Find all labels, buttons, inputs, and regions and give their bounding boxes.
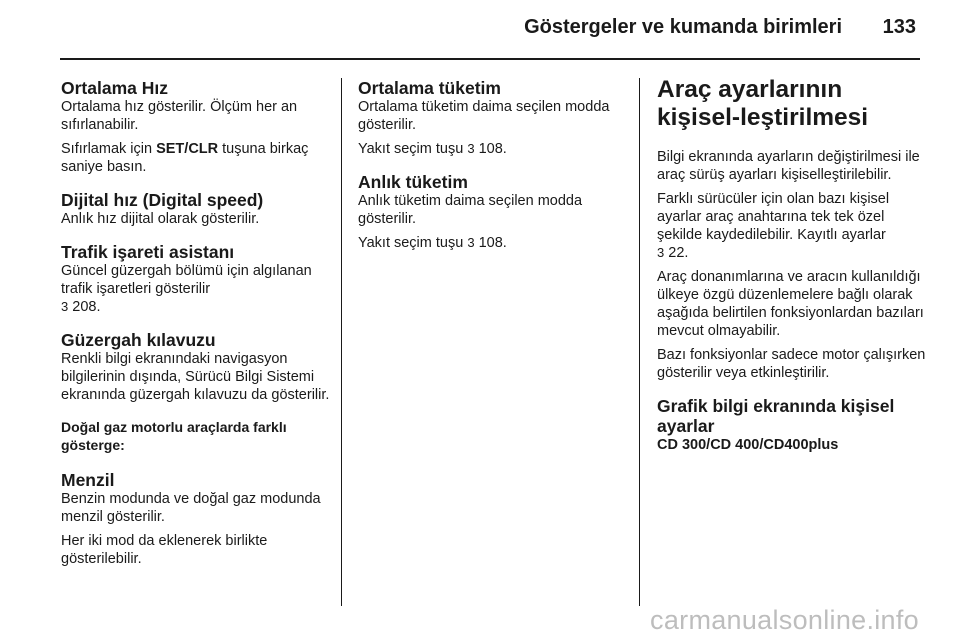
text-kisisel-3: Araç donanımlarına ve aracın kullanıldığı ülkeye özgü düzenlemelere bağlı olarak aşağıda belirtilen fonksiyonlardan bazıları mevcut olmayabilir.: [657, 269, 924, 339]
page-reference[interactable]: 108.: [474, 141, 507, 157]
text-ortalama-hiz-2-prefix: Sıfırlamak için: [61, 141, 157, 157]
section-trafik-isareti: [61, 242, 331, 316]
text-kisisel-4: Bazı fonksiyonlar sadece motor çalışırken gösterilir veya etkinleştirilir.: [657, 347, 926, 381]
text-kisisel-1: Bilgi ekranında ayarların değiştirilmesi ile araç sürüş ayarları kişiselleştirilebilir.: [657, 149, 920, 183]
text-trafik-body: Güncel güzergah bölümü için algılanan trafik işaretleri gösterilir: [61, 263, 312, 297]
text-anlik-tuketim-1: Anlık tüketim daima seçilen modda gösterilir.: [358, 193, 583, 227]
page-header: [0, 0, 960, 60]
heading-grafik-bilgi: Grafik bilgi ekranında kişisel ayarlar: [657, 396, 895, 436]
text-kisisel-2-body: Farklı sürücüler için olan bazı kişisel ayarlar araç anahtarına tek tek özel şekilde kaydedilebilir. Kayıtlı ayarlar: [657, 191, 890, 243]
column-divider-left: [341, 78, 342, 606]
subheading-cd-models: CD 300/CD 400/CD400plus: [657, 437, 839, 453]
page-reference[interactable]: 22.: [664, 245, 689, 261]
heading-trafik-isareti: Trafik işareti asistanı: [61, 242, 235, 262]
page-number: 133: [882, 16, 916, 38]
watermark: carmanualsonline.info: [650, 605, 919, 635]
heading-guzergah-kilavuzu: Güzergah kılavuzu: [61, 330, 216, 350]
page-reference-icon: 3: [467, 235, 475, 250]
section-ortalama-tuketim: [358, 78, 628, 158]
page-reference[interactable]: 208.: [68, 299, 101, 315]
text-menzil-2: Her iki mod da eklenerek birlikte gösterilebilir.: [61, 533, 268, 567]
section-anlik-tuketim: [358, 172, 628, 252]
heading-menzil: Menzil: [61, 470, 115, 490]
section-dijital-hiz: [61, 190, 331, 228]
page-reference-icon: 3: [657, 245, 665, 260]
section-ortalama-hiz: [61, 78, 331, 176]
set-clr-label: SET/CLR: [156, 141, 219, 157]
column-right: [657, 78, 927, 468]
heading-ortalama-tuketim: Ortalama tüketim: [358, 78, 501, 98]
text-menzil-1: Benzin modunda ve doğal gaz modunda menzil gösterilir.: [61, 491, 321, 525]
page-reference[interactable]: 108.: [474, 235, 507, 251]
section-grafik-bilgi: [657, 396, 927, 454]
heading-anlik-tuketim: Anlık tüketim: [358, 172, 468, 192]
text-ortalama-hiz-2-suffix: tuşuna birkaç saniye basın.: [61, 141, 309, 175]
section-title: Araç ayarlarının kişisel-leştirilmesi: [657, 76, 869, 131]
text-ortalama-tuketim-1: Ortalama tüketim daima seçilen modda gösterilir.: [358, 99, 610, 133]
heading-dijital-hiz: Dijital hız (Digital speed): [61, 190, 264, 210]
heading-ortalama-hiz: Ortalama Hız: [61, 78, 168, 98]
column-divider-right: [639, 78, 640, 606]
column-left: [61, 78, 331, 582]
text-yakit-secim: Yakıt seçim tuşu: [358, 235, 468, 251]
text-guzergah-kilavuzu: Renkli bilgi ekranındaki navigasyon bilgilerinin dışında, Sürücü Bilgi Sistemi ekranında güzergah kılavuzu da gösterilir.: [61, 351, 330, 403]
header-title: Göstergeler ve kumanda birimleri: [524, 16, 842, 38]
page-reference-icon: 3: [61, 299, 69, 314]
header-rule: [60, 58, 920, 60]
page-reference-icon: 3: [467, 141, 475, 156]
text-yakit-secim: Yakıt seçim tuşu: [358, 141, 468, 157]
text-trafik-isareti: [61, 262, 331, 316]
section-menzil: [61, 470, 331, 568]
text-kisisel-2: [657, 190, 927, 262]
text-ortalama-hiz-1: Ortalama hız gösterilir. Ölçüm her an sıfırlanabilir.: [61, 99, 298, 133]
text-dijital-hiz: Anlık hız dijital olarak gösterilir.: [61, 211, 260, 227]
section-guzergah-kilavuzu: [61, 330, 331, 404]
column-middle: [358, 78, 628, 266]
text-ortalama-hiz-2: [61, 140, 331, 176]
text-anlik-tuketim-2: [358, 234, 628, 252]
note-dogal-gaz: Doğal gaz motorlu araçlarda farklı gösterge:: [61, 419, 287, 453]
text-ortalama-tuketim-2: [358, 140, 628, 158]
